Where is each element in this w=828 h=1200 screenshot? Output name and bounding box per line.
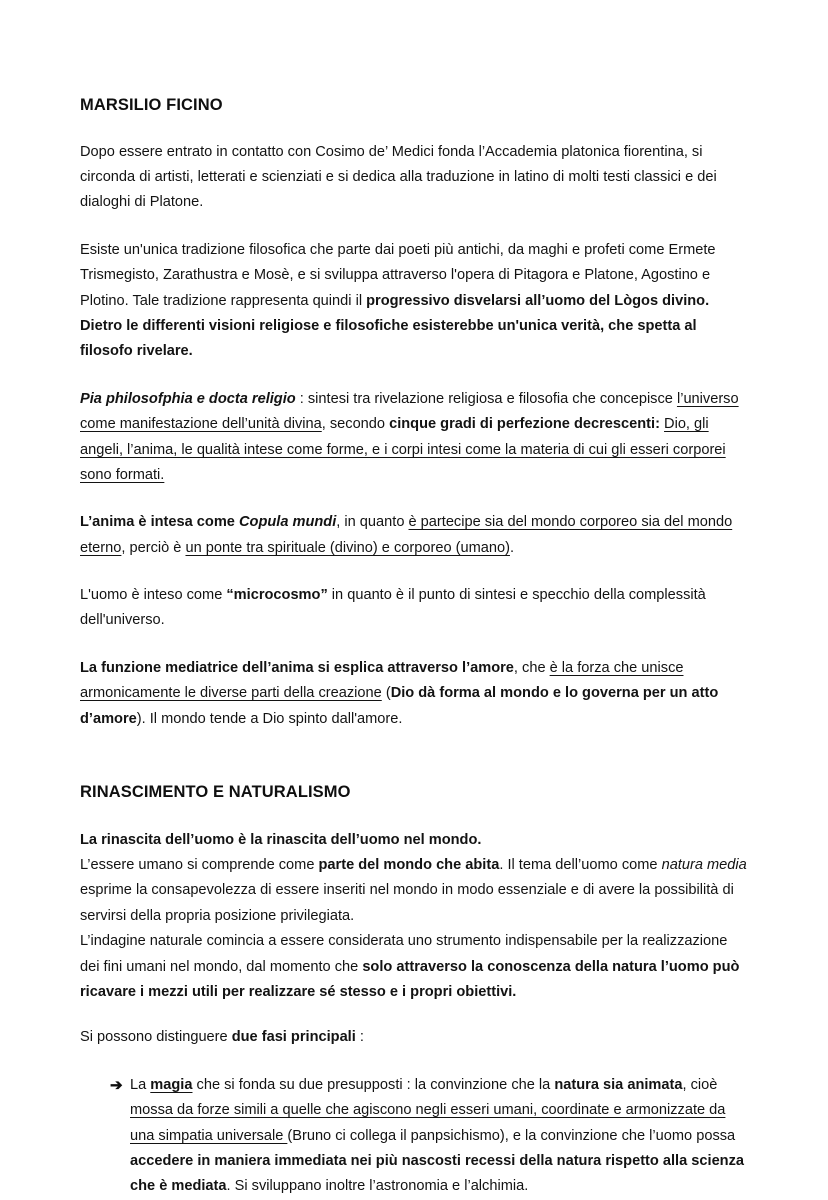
paragraph-intro-biografia: Dopo essere entrato in contatto con Cosimo de’ Medici fonda l’Accademia platonica fiorentina, si circonda di artisti, letterati e scienziati e si dedica alla traduzione in latino di molti testi classici e dei dialoghi di Platone.: [80, 143, 717, 211]
fasi-bullet-list: [80, 1073, 750, 1200]
paragraph-tradizione-filosofica: Esiste un'unica tradizione filosofica che parte dai poeti più antichi, da maghi e profeti come Ermete Trismegisto, Zarathustra e Mosè, e si sviluppa attraverso l'opera di Pitagora e Platone, Agostino e Plotino. Tale tradizione rappresenta quindi il progressivo disvelarsi all’uomo del Lògos divino. Dietro le differenti visioni religiose e filosofiche esisterebbe un'unica verità, che spetta al filosofo rivelare.: [80, 241, 716, 360]
section-marsilio-ficino-header: [80, 95, 750, 116]
paragraph-funzione-mediatrice-amore: La funzione mediatrice dell’anima si esplica attraverso l’amore, che è la forza che unisce armonicamente le diverse parti della creazione (Dio dà forma al mondo e lo governa per un atto d’amore). Il mondo tende a Dio spinto dall'amore.: [80, 659, 719, 727]
section-rinascimento-naturalismo-header: [80, 782, 750, 803]
section-title-rinascimento: RINASCIMENTO E NATURALISMO: [80, 783, 351, 802]
paragraph-indagine-naturale: L’indagine naturale comincia a essere considerata uno strumento indispensabile per la realizzazione dei fini umani nel mondo, dal momento che solo attraverso la conoscenza della natura l’uomo può ricavare i mezzi utili per realizzare sé stesso e i propri obiettivi.: [80, 933, 740, 1001]
list-item: [80, 1073, 750, 1200]
document-content: [80, 95, 750, 1200]
paragraph-due-fasi-principali: Si possono distinguere due fasi principali :: [80, 1029, 364, 1046]
paragraph-pia-philosofphia: Pia philosofphia e docta religio : sintesi tra rivelazione religiosa e filosofia che concepisce l’universo come manifestazione dell’unità divina, secondo cinque gradi di perfezione decrescenti: Dio, gli angeli, l’anima, le qualità intese come forme, e i corpi intesi come la materia di cui gli esseri corporei sono formati.: [80, 390, 739, 483]
list-item-text: La magia che si fonda su due presupposti : la convinzione che la natura sia animata, cioè mossa da forze simili a quelle che agiscono negli esseri umani, coordinate e armonizzate da una simpatia universale (Bruno ci collega il panpsichismo), e la convinzione che l’uomo possa accedere in maniera immediata nei più nascosti recessi della natura rispetto alla scienza che è mediata. Si sviluppano inoltre l’astronomia e l’alchimia.: [130, 1076, 745, 1195]
paragraph-microcosmo: L'uomo è inteso come “microcosmo” in quanto è il punto di sintesi e specchio della complessità dell'universo.: [80, 587, 706, 629]
arrow-right-icon: ➔: [110, 1076, 123, 1094]
page-title: MARSILIO FICINO: [80, 96, 223, 114]
paragraph-copula-mundi: L’anima è intesa come Copula mundi, in quanto è partecipe sia del mondo corporeo sia del mondo eterno, perciò è un ponte tra spirituale (divino) e corporeo (umano).: [80, 514, 733, 556]
paragraph-rinascita-uomo: La rinascita dell’uomo è la rinascita dell’uomo nel mondo.: [80, 831, 482, 848]
paragraph-essere-umano-natura-media: L’essere umano si comprende come parte del mondo che abita. Il tema dell’uomo come natura media esprime la consapevolezza di essere inseriti nel mondo in modo essenziale e di avere la possibilità di servirsi della propria posizione privilegiata.: [80, 857, 747, 924]
